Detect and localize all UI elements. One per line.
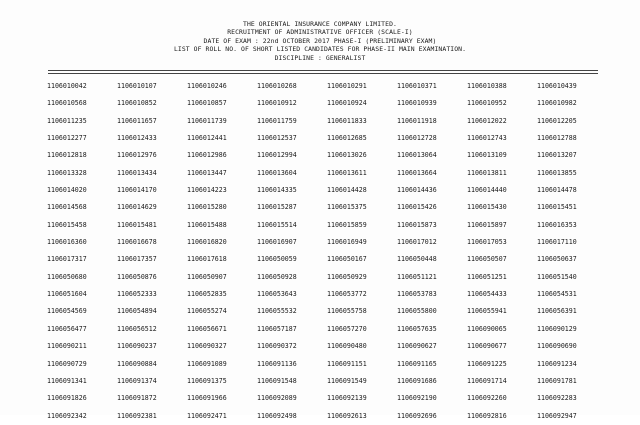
roll-number-cell: 1106017053 bbox=[467, 238, 507, 247]
roll-number-cell: 1106050876 bbox=[117, 272, 157, 281]
roll-number-cell: 1106055941 bbox=[467, 307, 507, 316]
roll-number-cell: 1106091151 bbox=[327, 359, 367, 368]
roll-number-cell: 1106051251 bbox=[467, 272, 507, 281]
recruitment-title: RECRUITMENT OF ADMINISTRATIVE OFFICER (SCALE-I) bbox=[227, 28, 413, 37]
roll-number-cell: 1106056512 bbox=[117, 324, 157, 333]
roll-number-cell: 1106091548 bbox=[257, 376, 297, 385]
list-title: LIST OF ROLL NO. OF SHORT LISTED CANDIDATES FOR PHASE-II MAIN EXAMINATION. bbox=[173, 45, 467, 54]
roll-number-cell: 1106092947 bbox=[537, 411, 577, 420]
roll-number-cell: 1106092260 bbox=[467, 394, 507, 403]
roll-number-cell: 1106055758 bbox=[327, 307, 367, 316]
roll-number-cell: 1106011759 bbox=[257, 116, 297, 125]
roll-number-cell: 1106091136 bbox=[257, 359, 297, 368]
roll-number-cell: 1106090327 bbox=[187, 342, 227, 351]
roll-number-cell: 1106012441 bbox=[187, 134, 227, 143]
roll-number-cell: 1106090884 bbox=[117, 359, 157, 368]
roll-number-cell: 1106011833 bbox=[327, 116, 367, 125]
roll-number-cell: 1106013604 bbox=[257, 168, 297, 177]
roll-number-cell: 1106010439 bbox=[537, 82, 577, 90]
roll-number-cell: 1106017618 bbox=[187, 255, 227, 264]
roll-number-cell: 1106012433 bbox=[117, 134, 157, 143]
roll-number-cell: 1106090690 bbox=[537, 342, 577, 351]
roll-number-cell: 1106010852 bbox=[117, 99, 157, 108]
roll-number-cell: 1106092696 bbox=[397, 411, 437, 420]
roll-number-cell: 1106017357 bbox=[117, 255, 157, 264]
roll-number-cell: 1106015897 bbox=[467, 220, 507, 229]
roll-number-cell: 1106014629 bbox=[117, 203, 157, 212]
roll-number-cell: 1106013611 bbox=[327, 168, 367, 177]
roll-number-cell: 1106015458 bbox=[47, 220, 87, 229]
roll-number-cell: 1106012788 bbox=[537, 134, 577, 143]
roll-number-cell: 1106091549 bbox=[327, 376, 367, 385]
roll-number-cell: 1106091089 bbox=[187, 359, 227, 368]
roll-number-cell: 1106012976 bbox=[117, 151, 157, 160]
roll-number-cell: 1106010042 bbox=[47, 82, 87, 90]
roll-number-cell: 1106091714 bbox=[467, 376, 507, 385]
header-divider-bottom bbox=[48, 73, 598, 74]
roll-number-cell: 1106090372 bbox=[257, 342, 297, 351]
roll-number-cell: 1106092816 bbox=[467, 411, 507, 420]
roll-number-cell: 1106013855 bbox=[537, 168, 577, 177]
roll-number-cell: 1106016949 bbox=[327, 238, 367, 247]
roll-number-cell: 1106011739 bbox=[187, 116, 227, 125]
roll-number-cell: 1106012022 bbox=[467, 116, 507, 125]
roll-number-cell: 1106051121 bbox=[397, 272, 437, 281]
roll-number-cell: 1106092139 bbox=[327, 394, 367, 403]
roll-number-cell: 1106017317 bbox=[47, 255, 87, 264]
roll-number-cell: 1106013664 bbox=[397, 168, 437, 177]
roll-number-cell: 1106050680 bbox=[47, 272, 87, 281]
discipline: DISCIPLINE : GENERALIST bbox=[274, 53, 366, 62]
roll-number-cell: 1106016820 bbox=[187, 238, 227, 247]
roll-number-cell: 1106010371 bbox=[397, 82, 437, 90]
roll-number-cell: 1106090627 bbox=[397, 342, 437, 351]
roll-number-cell: 1106013447 bbox=[187, 168, 227, 177]
roll-number-cell: 1106051540 bbox=[537, 272, 577, 281]
roll-number-cell: 1106050167 bbox=[327, 255, 367, 264]
roll-number-cell: 1106091781 bbox=[537, 376, 577, 385]
roll-number-cell: 1106090065 bbox=[467, 324, 507, 333]
roll-number-cell: 1106016907 bbox=[257, 238, 297, 247]
roll-number-cell: 1106011657 bbox=[117, 116, 157, 125]
roll-number-cell: 1106054894 bbox=[117, 307, 157, 316]
roll-number-cell: 1106015514 bbox=[257, 220, 297, 229]
roll-number-cell: 1106055274 bbox=[187, 307, 227, 316]
roll-number-cell: 1106091165 bbox=[397, 359, 437, 368]
roll-number-cell: 1106011235 bbox=[47, 116, 87, 125]
roll-number-cell: 1106017110 bbox=[537, 238, 577, 247]
roll-number-cell: 1106052333 bbox=[117, 290, 157, 299]
roll-number-cell: 1106014478 bbox=[537, 186, 577, 195]
roll-number-cell: 1106092498 bbox=[257, 411, 297, 420]
roll-number-cell: 1106091341 bbox=[47, 376, 87, 385]
roll-number-cell: 1106014436 bbox=[397, 186, 437, 195]
roll-number-cell: 1106050907 bbox=[187, 272, 227, 281]
roll-number-cell: 1106010291 bbox=[327, 82, 367, 90]
roll-number-cell: 1106013026 bbox=[327, 151, 367, 160]
roll-number-cell: 1106015481 bbox=[117, 220, 157, 229]
roll-number-cell: 1106057187 bbox=[257, 324, 297, 333]
roll-number-cell: 1106091826 bbox=[47, 394, 87, 403]
roll-number-cell: 1106012994 bbox=[257, 151, 297, 160]
roll-number-cell: 1106014568 bbox=[47, 203, 87, 212]
roll-number-cell: 1106050448 bbox=[397, 255, 437, 264]
roll-number-cell: 1106091872 bbox=[117, 394, 157, 403]
roll-number-cell: 1106012685 bbox=[327, 134, 367, 143]
roll-number-cell: 1106091686 bbox=[397, 376, 437, 385]
roll-number-cell: 1106013207 bbox=[537, 151, 577, 160]
roll-number-cell: 1106012818 bbox=[47, 151, 87, 160]
header-divider-top bbox=[48, 70, 598, 71]
roll-number-cell: 1106056391 bbox=[537, 307, 577, 316]
roll-number-cell: 1106010952 bbox=[467, 99, 507, 108]
roll-number-cell: 1106010246 bbox=[187, 82, 227, 90]
roll-number-cell: 1106017012 bbox=[397, 238, 437, 247]
roll-number-cell: 1106014170 bbox=[117, 186, 157, 195]
roll-number-cell: 1106057635 bbox=[397, 324, 437, 333]
roll-number-cell: 1106090677 bbox=[467, 342, 507, 351]
roll-number-cell: 1106014223 bbox=[187, 186, 227, 195]
roll-number-cell: 1106054531 bbox=[537, 290, 577, 299]
roll-number-cell: 1106016678 bbox=[117, 238, 157, 247]
roll-number-cell: 1106012728 bbox=[397, 134, 437, 143]
roll-number-cell: 1106010268 bbox=[257, 82, 297, 90]
roll-number-cell: 1106092613 bbox=[327, 411, 367, 420]
roll-number-cell: 1106015873 bbox=[397, 220, 437, 229]
roll-number-cell: 1106051604 bbox=[47, 290, 87, 299]
roll-number-cell: 1106013109 bbox=[467, 151, 507, 160]
roll-number-cell: 1106015451 bbox=[537, 203, 577, 212]
roll-number-cell: 1106050507 bbox=[467, 255, 507, 264]
roll-number-cell: 1106015280 bbox=[187, 203, 227, 212]
document-header bbox=[0, 20, 640, 62]
roll-number-cell: 1106056477 bbox=[47, 324, 87, 333]
roll-number-cell: 1106054569 bbox=[47, 307, 87, 316]
roll-number-cell: 1106050637 bbox=[537, 255, 577, 264]
roll-number-cell: 1106012743 bbox=[467, 134, 507, 143]
roll-number-cell: 1106015287 bbox=[257, 203, 297, 212]
roll-number-cell: 1106090237 bbox=[117, 342, 157, 351]
roll-number-cell: 1106092089 bbox=[257, 394, 297, 403]
roll-number-cell: 1106050928 bbox=[257, 272, 297, 281]
roll-number-cell: 1106010568 bbox=[47, 99, 87, 108]
roll-number-cell: 1106012277 bbox=[47, 134, 87, 143]
roll-number-cell: 1106013064 bbox=[397, 151, 437, 160]
roll-number-cell: 1106010388 bbox=[467, 82, 507, 90]
exam-date: DATE OF EXAM : 22nd OCTOBER 2017 PHASE-I (PRELIMINARY EXAM) bbox=[203, 36, 437, 45]
roll-number-cell: 1106014020 bbox=[47, 186, 87, 195]
roll-number-cell: 1106010912 bbox=[257, 99, 297, 108]
roll-number-cell: 1106011918 bbox=[397, 116, 437, 125]
roll-number-cell: 1106015375 bbox=[327, 203, 367, 212]
roll-number-cell: 1106015426 bbox=[397, 203, 437, 212]
roll-number-cell: 1106015430 bbox=[467, 203, 507, 212]
roll-number-cell: 1106012205 bbox=[537, 116, 577, 125]
roll-number-cell: 1106090211 bbox=[47, 342, 87, 351]
roll-number-cell: 1106091234 bbox=[537, 359, 577, 368]
roll-number-cell: 1106010924 bbox=[327, 99, 367, 108]
roll-number-cell: 1106014440 bbox=[467, 186, 507, 195]
roll-number-cell: 1106055800 bbox=[397, 307, 437, 316]
roll-number-cell: 1106012537 bbox=[257, 134, 297, 143]
roll-number-cell: 1106016360 bbox=[47, 238, 87, 247]
roll-number-cell: 1106015488 bbox=[187, 220, 227, 229]
roll-number-cell: 1106055532 bbox=[257, 307, 297, 316]
roll-number-cell: 1106054433 bbox=[467, 290, 507, 299]
roll-number-cell: 1106010107 bbox=[117, 82, 157, 90]
roll-number-cell: 1106053772 bbox=[327, 290, 367, 299]
roll-number-grid bbox=[47, 78, 607, 425]
roll-number-cell: 1106015859 bbox=[327, 220, 367, 229]
roll-number-cell: 1106092381 bbox=[117, 411, 157, 420]
company-name: THE ORIENTAL INSURANCE COMPANY LIMITED. bbox=[243, 20, 397, 28]
roll-number-cell: 1106091966 bbox=[187, 394, 227, 403]
roll-number-cell: 1106052835 bbox=[187, 290, 227, 299]
roll-number-cell: 1106010939 bbox=[397, 99, 437, 108]
roll-number-cell: 1106092283 bbox=[537, 394, 577, 403]
roll-number-cell: 1106050929 bbox=[327, 272, 367, 281]
roll-number-cell: 1106090129 bbox=[537, 324, 577, 333]
roll-number-cell: 1106053783 bbox=[397, 290, 437, 299]
roll-number-cell: 1106091225 bbox=[467, 359, 507, 368]
roll-number-cell: 1106013328 bbox=[47, 168, 87, 177]
roll-number-cell: 1106056671 bbox=[187, 324, 227, 333]
roll-number-cell: 1106091375 bbox=[187, 376, 227, 385]
roll-number-cell: 1106091374 bbox=[117, 376, 157, 385]
roll-number-cell: 1106013811 bbox=[467, 168, 507, 177]
roll-number-cell: 1106013434 bbox=[117, 168, 157, 177]
roll-number-cell: 1106014428 bbox=[327, 186, 367, 195]
roll-number-cell: 1106012986 bbox=[187, 151, 227, 160]
roll-number-cell: 1106090729 bbox=[47, 359, 87, 368]
roll-number-cell: 1106010982 bbox=[537, 99, 577, 108]
roll-number-cell: 1106050059 bbox=[257, 255, 297, 264]
roll-number-cell: 1106014335 bbox=[257, 186, 297, 195]
roll-number-cell: 1106092471 bbox=[187, 411, 227, 420]
roll-number-cell: 1106010857 bbox=[187, 99, 227, 108]
roll-number-cell: 1106092190 bbox=[397, 394, 437, 403]
roll-number-cell: 1106092342 bbox=[47, 411, 87, 420]
roll-number-cell: 1106090480 bbox=[327, 342, 367, 351]
roll-number-cell: 1106057270 bbox=[327, 324, 367, 333]
roll-number-cell: 1106016353 bbox=[537, 220, 577, 229]
roll-number-cell: 1106053643 bbox=[257, 290, 297, 299]
